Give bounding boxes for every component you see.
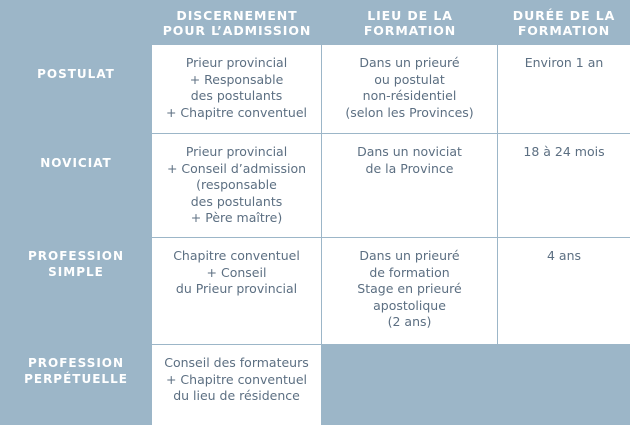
cell-line: Dans un prieuré xyxy=(359,248,460,263)
row-label-text: SIMPLE xyxy=(48,265,104,279)
cell-lieu-postulat xyxy=(322,45,498,134)
row-label-text: POSTULAT xyxy=(37,67,115,81)
row-label-profession-perpetuelle xyxy=(0,345,152,425)
cell-line: apostolique xyxy=(373,297,446,313)
header-lieu xyxy=(322,0,498,45)
row-label-text: PROFESSION xyxy=(27,356,125,370)
cell-line: (responsable xyxy=(196,177,277,192)
cell-line: de la Province xyxy=(365,160,454,176)
cell-line: Environ 1 an xyxy=(524,55,604,70)
cell-duree-noviciat xyxy=(498,134,630,238)
cell-discernement-postulat xyxy=(152,45,322,134)
header-text: DISCERNEMENT xyxy=(176,7,298,23)
row-label-profession-simple xyxy=(0,238,152,345)
cell-line: + Chapitre conventuel xyxy=(165,104,308,120)
header-discernement xyxy=(152,0,322,45)
cell-line: + Responsable xyxy=(189,71,284,87)
header-text: FORMATION xyxy=(363,22,457,38)
cell-line: de formation xyxy=(369,264,450,280)
cell-line: (2 ans) xyxy=(387,314,432,329)
cell-line: des postulants xyxy=(190,88,283,103)
cell-discernement-profession-simple xyxy=(152,238,322,345)
cell-line: + Conseil xyxy=(206,264,267,280)
row-label-text: NOVICIAT xyxy=(40,156,112,170)
cell-line: ou postulat xyxy=(374,71,445,87)
cell-line: Stage en prieuré xyxy=(357,281,462,296)
cell-line: Dans un noviciat xyxy=(357,144,462,159)
cell-line: (selon les Provinces) xyxy=(345,104,474,120)
cell-line: Prieur provincial xyxy=(185,55,288,70)
cell-line: du Prieur provincial xyxy=(175,281,298,296)
empty-cell xyxy=(498,345,630,425)
cell-line: 4 ans xyxy=(546,248,582,263)
row-label-noviciat xyxy=(0,134,152,238)
corner-empty xyxy=(0,0,152,45)
cell-line: non-résidentiel xyxy=(362,88,457,103)
row-label-text: PERPÉTUELLE xyxy=(24,372,128,386)
cell-line: + Conseil d’admission xyxy=(166,160,307,176)
cell-discernement-profession-perpetuelle xyxy=(152,345,322,425)
cell-line: + Père maître) xyxy=(190,210,283,225)
cell-lieu-noviciat xyxy=(322,134,498,238)
header-text: FORMATION xyxy=(517,22,611,38)
row-label-text: PROFESSION xyxy=(27,249,125,263)
header-duree xyxy=(498,0,630,45)
cell-line: Conseil des formateurs xyxy=(164,355,309,370)
cell-duree-profession-simple xyxy=(498,238,630,345)
header-text: LIEU DE LA xyxy=(367,7,453,23)
cell-line: des postulants xyxy=(190,193,283,209)
cell-line: Prieur provincial xyxy=(185,144,288,159)
cell-discernement-noviciat xyxy=(152,134,322,238)
cell-lieu-profession-simple xyxy=(322,238,498,345)
cell-line: Chapitre conventuel xyxy=(173,248,300,263)
header-text: POUR L’ADMISSION xyxy=(162,22,312,38)
empty-cell xyxy=(322,345,498,425)
row-label-postulat xyxy=(0,45,152,134)
cell-line: + Chapitre conventuel xyxy=(165,371,308,387)
header-text: DURÉE DE LA xyxy=(512,7,616,23)
cell-line: 18 à 24 mois xyxy=(523,144,605,159)
cell-line: du lieu de résidence xyxy=(173,388,300,403)
cell-duree-postulat xyxy=(498,45,630,134)
cell-line: Dans un prieuré xyxy=(359,55,460,70)
